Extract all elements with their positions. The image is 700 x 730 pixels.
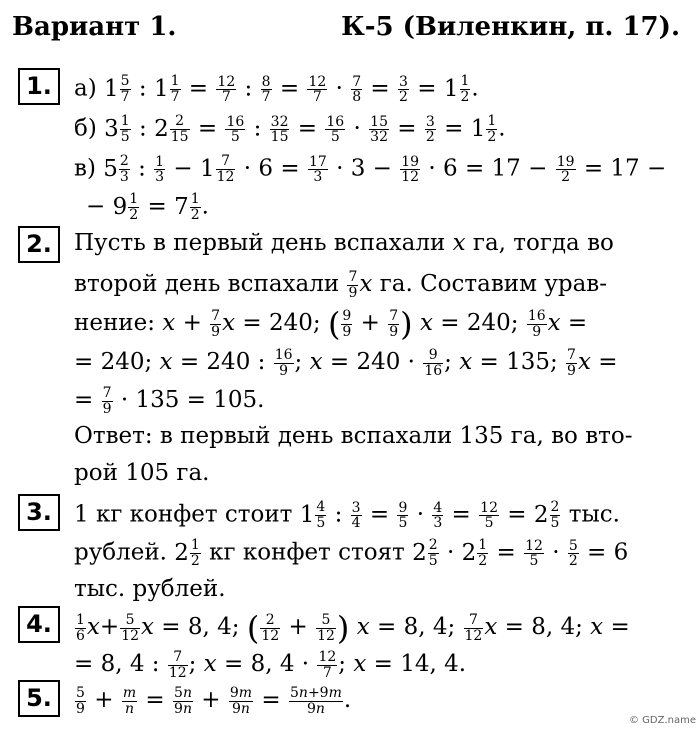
text-line-2: рублей. 2 $\frac{1}{2}$ кг конфет стоят 2 $\frac{2}{5}$ · 2 $\frac{1}{2}$ = $\frac{12}{5}$ · $\frac{5}{2}$ = 6	[74, 537, 629, 570]
solution-line-b: б) 3 $\frac{1}{5}$ : 2 $\frac{2}{15}$ = $\frac{16}{5}$ : $\frac{32}{15}$ = $\frac{16}{5}$ · $\frac{15}{32}$ = $\frac{3}{2}$ = 1 $\frac{1}{2}$ .	[74, 113, 506, 146]
text-line-4: = 240; x = 240 : $\frac{16}{9}$ ; x = 240 · $\frac{9}{16}$ ; x = 135; $\frac{7}{9}$ x =	[74, 347, 618, 379]
problem-number: 2.	[18, 226, 60, 263]
answer-line-2: рой 105 га.	[74, 460, 210, 486]
text-line-1: $\frac{5}{9}$ + $\frac{m}{n}$ = $\frac{5n}{9n}$ + $\frac{9m}{9n}$ = $\frac{5n+9m}{9n}$ .	[76, 685, 352, 717]
text-line-2: = 8, 4 : $\frac{7}{12}$ ; x = 8, 4 · $\frac{12}{7}$ ; x = 14, 4.	[74, 649, 467, 681]
solution-line-a: а) 1 $\frac{5}{7}$ : 1 $\frac{1}{7}$ = $\frac{12}{7}$ : $\frac{8}{7}$ = $\frac{12}{7}$ · $\frac{7}{8}$ = $\frac{3}{2}$ = 1 $\frac{1}{2}$ .	[74, 73, 479, 106]
text-line-5: = $\frac{7}{9}$ · 135 = 105.	[74, 385, 265, 417]
solution-line-c: в) 5 $\frac{2}{3}$ : $\frac{1}{3}$ − 1 $\frac{7}{12}$ · 6 = $\frac{17}{3}$ · 3 − $\frac{19}{12}$ · 6 = 17 − $\frac{19}{2}$ = 17 −	[74, 153, 667, 186]
problem-number: 3.	[18, 494, 60, 531]
variant-label: Вариант 1.	[12, 12, 177, 42]
text-line-1: 1 кг конфет стоит 1 $\frac{4}{5}$ : $\frac{3}{4}$ = $\frac{9}{5}$ · $\frac{4}{3}$ = $\frac{12}{5}$ = 2 $\frac{2}{5}$ тыс.	[74, 499, 620, 532]
answer-line-1: Ответ: в первый день вспахали 135 га, во вто-	[74, 423, 633, 449]
text-line-3: нение: x + $\frac{7}{9}$ x = 240; ( $\frac{9}{9}$ + $\frac{7}{9}$ ) x = 240; $\frac{16}{9}$ x =	[74, 305, 588, 343]
text-line-2: второй день вспахали $\frac{7}{9}$ x га. Составим урав-	[74, 269, 608, 301]
text-line-1: Пусть в первый день вспахали x га, тогда во	[74, 230, 614, 256]
problem-number: 4.	[18, 606, 60, 643]
text-line-1: $\frac{1}{6}$ x+ $\frac{5}{12}$ x = 8, 4; ( $\frac{2}{12}$ + $\frac{5}{12}$ ) x = 8, 4; $\frac{7}{12}$ x = 8, 4; x =	[76, 609, 630, 647]
text-line-3: тыс. рублей.	[74, 576, 226, 602]
worksheet-title: К-5 (Виленкин, п. 17).	[341, 12, 680, 42]
header	[0, 0, 700, 52]
problem-number: 5.	[18, 680, 60, 717]
solution-line-c-cont: − 9 $\frac{1}{2}$ = 7 $\frac{1}{2}$ .	[86, 191, 209, 223]
watermark: © GDZ.name	[628, 715, 696, 726]
problem-number: 1.	[18, 68, 60, 105]
